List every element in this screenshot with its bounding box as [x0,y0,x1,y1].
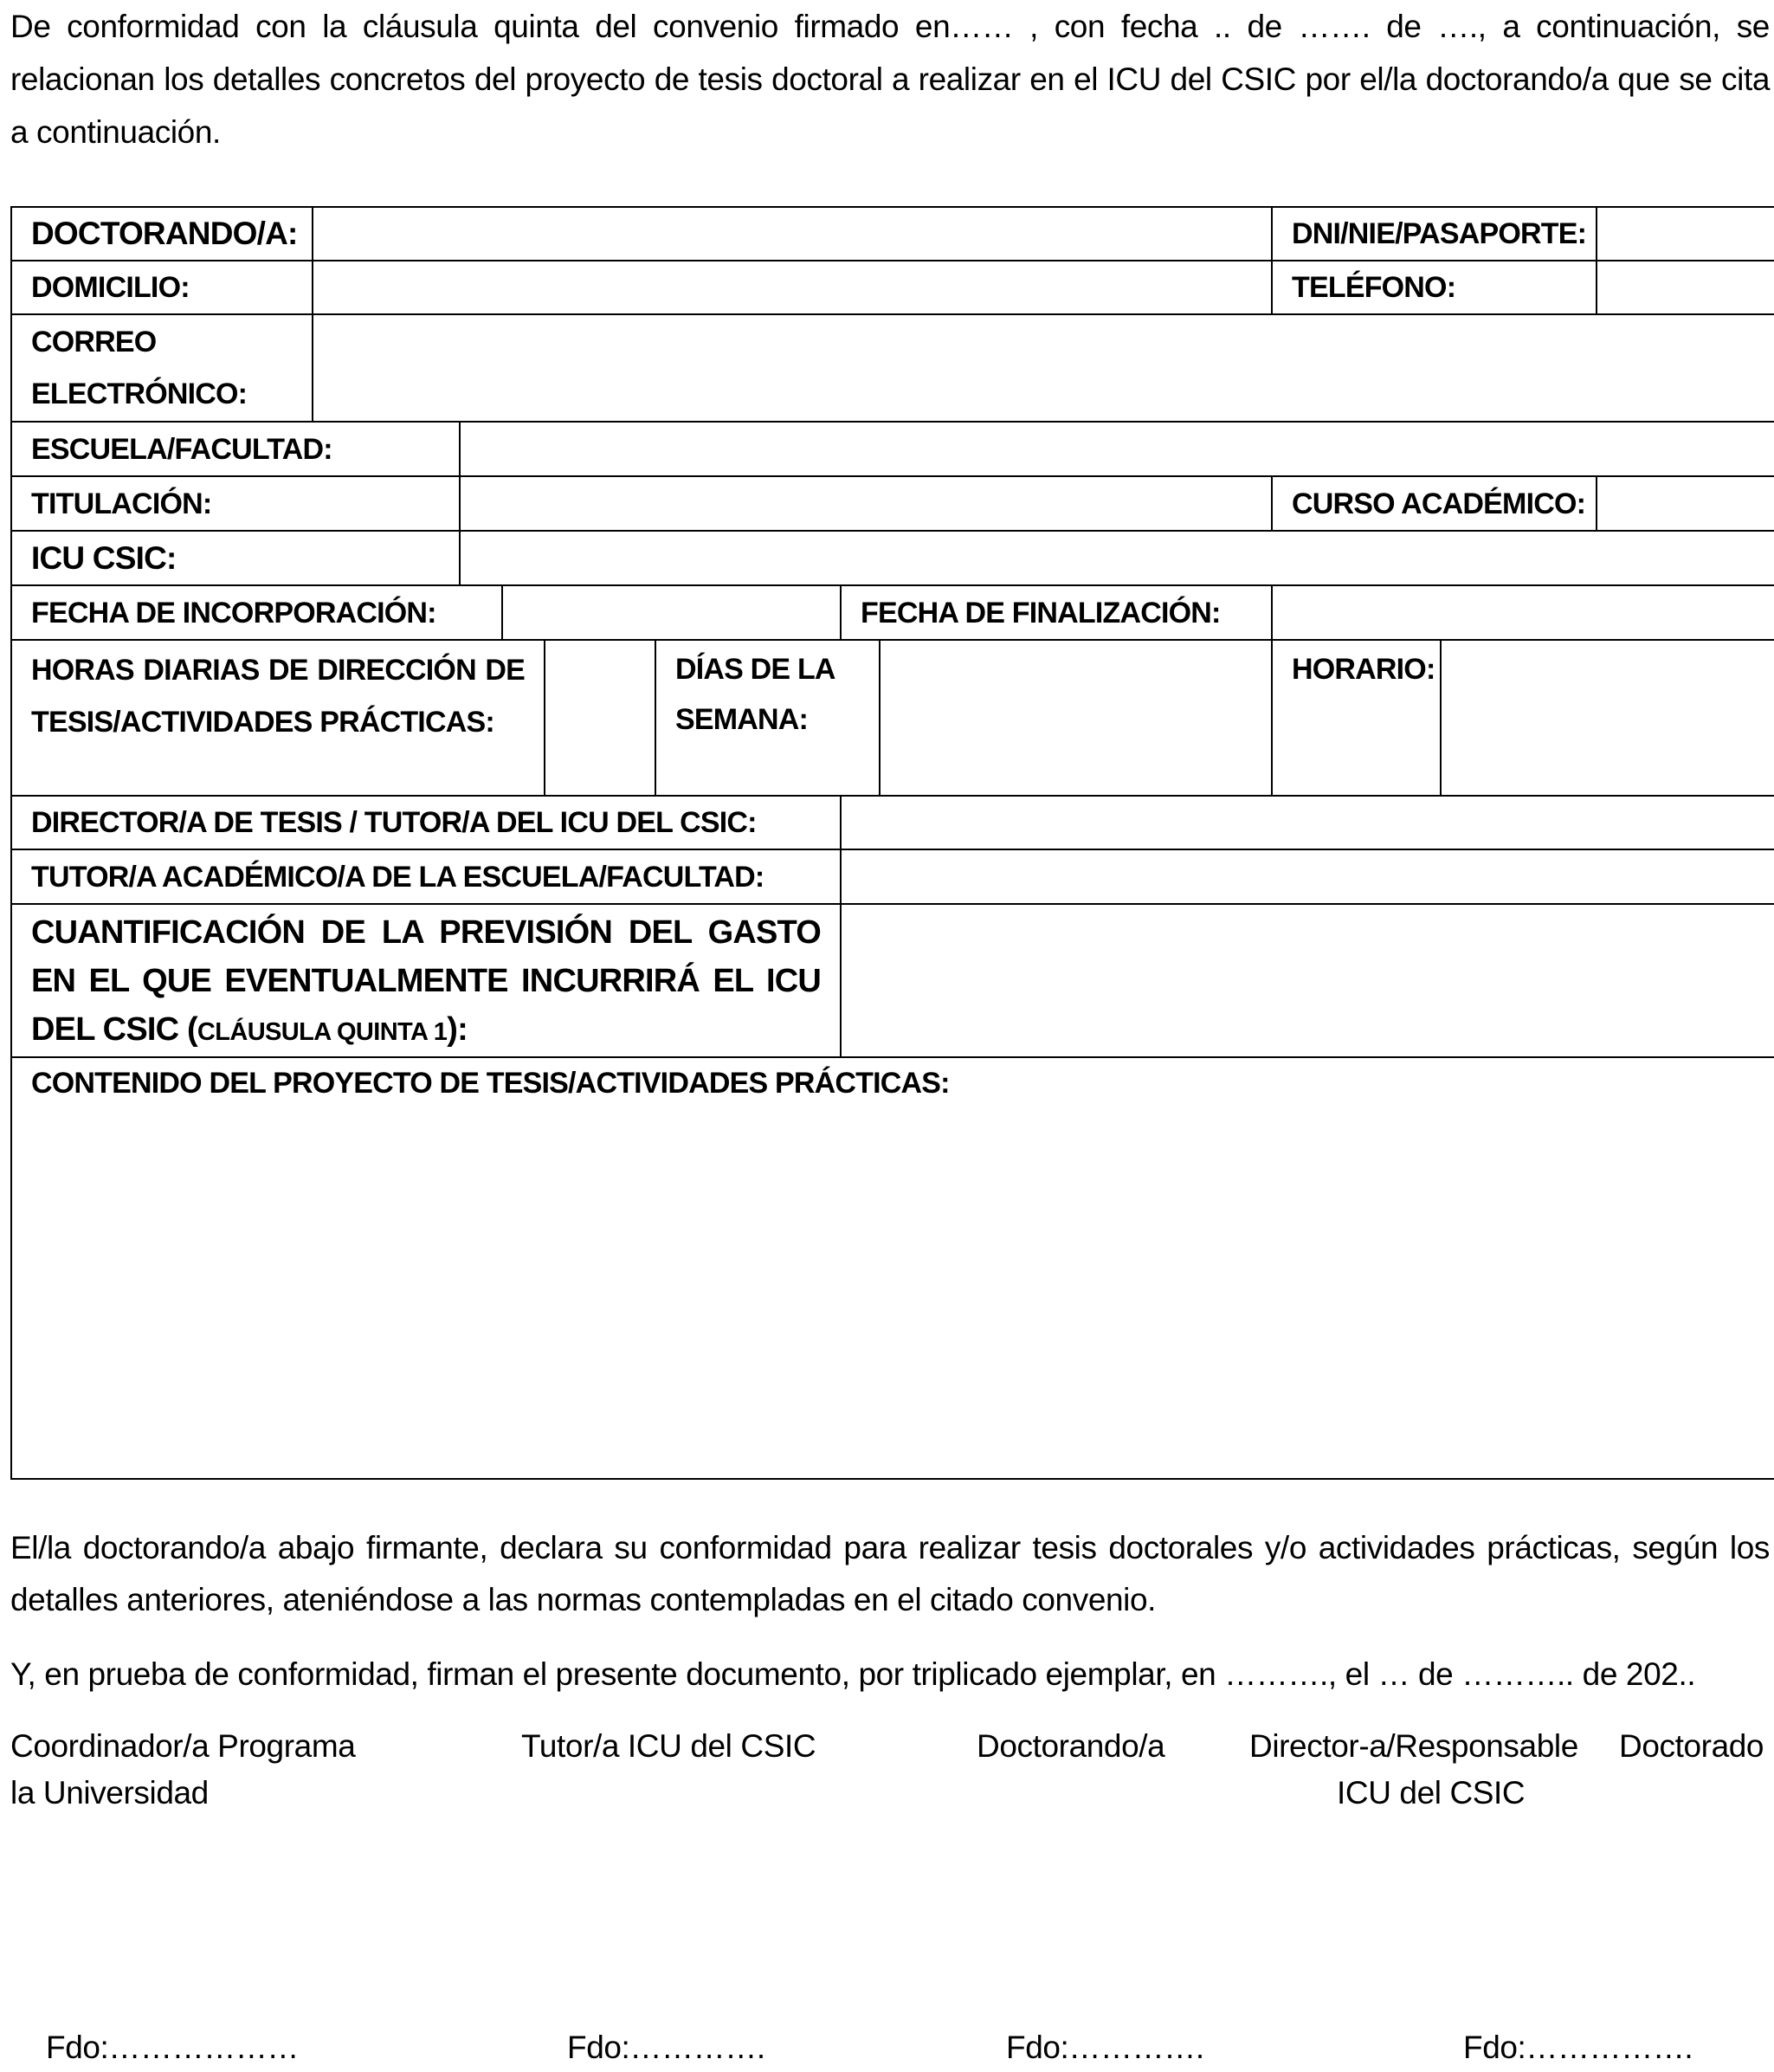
cuantificacion-text: CUANTIFICACIÓN DE LA PREVISIÓN DEL GASTO EN EL QUE EVENTUALMENTE INCURRIRÁ EL ICU DEL CSIC [31,914,821,1048]
signature-coordinador-line-2: la Universidad [10,1775,209,1811]
titulacion-label: TITULACIÓN: [11,476,460,531]
correo-field[interactable] [313,314,1774,422]
conformity-paragraph: Y, en prueba de conformidad, firman el presente documento, por triplicado ejemplar, en ………., el … de ……….. de 202.. [10,1656,1696,1692]
clausula-reference: CLÁUSULA QUINTA 1 [197,1018,448,1046]
doctorando-label: DOCTORANDO/A: [11,207,313,261]
icu-label: ICU CSIC: [11,531,460,585]
escuela-field[interactable] [460,422,1774,476]
cuantificacion-field[interactable] [841,904,1774,1057]
director-field[interactable] [841,796,1774,849]
director-label: DIRECTOR/A DE TESIS / TUTOR/A DEL ICU DEL CSIC: [11,796,841,849]
horas-label: HORAS DIARIAS DE DIRECCIÓN DE TESIS/ACTIVIDADES PRÁCTICAS: [11,640,545,796]
signature-director-line-2: ICU del CSIC [1337,1775,1526,1811]
dias-field[interactable] [880,640,1272,796]
signature-coordinador-line-1: Coordinador/a Programa [10,1728,356,1764]
tutor-academico-label: TUTOR/A ACADÉMICO/A DE LA ESCUELA/FACULTAD: [11,849,841,904]
correo-label [11,314,313,422]
horario-label: HORARIO: [1272,640,1441,796]
icu-field[interactable] [460,531,1774,585]
tutor-academico-field[interactable] [841,849,1774,904]
horas-field[interactable] [545,640,655,796]
fecha-finalizacion-label: FECHA DE FINALIZACIÓN: [841,585,1272,640]
fecha-finalizacion-field[interactable] [1272,585,1774,640]
fecha-incorporacion-field[interactable] [502,585,841,640]
contenido-label: CONTENIDO DEL PROYECTO DE TESIS/ACTIVIDADES PRÁCTICAS: [31,1067,950,1100]
signature-titles [10,1723,1770,1818]
fecha-incorporacion-label: FECHA DE INCORPORACIÓN: [11,585,502,640]
signature-coordinador [10,1723,355,1817]
intro-paragraph: De conformidad con la cláusula quinta del convenio firmado en…… , con fecha .. de ……. de …., a continuación, se relacionan los detalles concretos del proyecto de tesis doctoral a realizar en el ICU del CSIC por el/la doctorando/a que se cita a continuación. [10,9,1770,150]
doctorando-field[interactable] [313,207,1272,261]
signature-tutor: Tutor/a ICU del CSIC [521,1728,816,1764]
fdo-line-4[interactable]: Fdo:……………. [1463,2030,1693,2065]
dias-label: DÍAS DE LA SEMANA: [655,640,880,796]
signature-doctorado: Doctorado [1619,1728,1764,1764]
contenido-field[interactable] [11,1057,1774,1479]
curso-field[interactable] [1597,476,1774,531]
fdo-line-1[interactable]: Fdo:……………… [46,2030,300,2065]
telefono-field[interactable] [1597,261,1774,314]
signature-director [1249,1723,1578,1817]
dni-label: DNI/NIE/PASAPORTE: [1272,207,1597,261]
signature-director-line-1: Director-a/Responsable [1249,1728,1578,1764]
domicilio-label: DOMICILIO: [11,261,313,314]
fdo-line-3[interactable]: Fdo:…………. [1006,2030,1204,2065]
domicilio-field[interactable] [313,261,1272,314]
cuantificacion-label [11,904,841,1057]
declaration-paragraph: El/la doctorando/a abajo firmante, declara su conformidad para realizar tesis doctorales y/o actividades prácticas, según los detalles anteriores, ateniéndose a las normas contempladas en el citado convenio. [10,1530,1770,1617]
horario-field[interactable] [1441,640,1774,796]
curso-label: CURSO ACADÉMICO: [1272,476,1597,531]
signature-doctorando: Doctorando/a [977,1728,1165,1764]
correo-label-line-1: CORREO [31,326,157,358]
telefono-label: TELÉFONO: [1272,261,1597,314]
titulacion-field[interactable] [460,476,1272,531]
escuela-label: ESCUELA/FACULTAD: [11,422,460,476]
clausula-open: ( [187,1011,197,1048]
fdo-line-2[interactable]: Fdo:…………. [567,2030,765,2065]
dni-field[interactable] [1597,207,1774,261]
thesis-project-form [10,206,1774,1480]
correo-label-line-2: ELECTRÓNICO: [31,378,248,410]
clausula-close: ): [447,1011,468,1048]
